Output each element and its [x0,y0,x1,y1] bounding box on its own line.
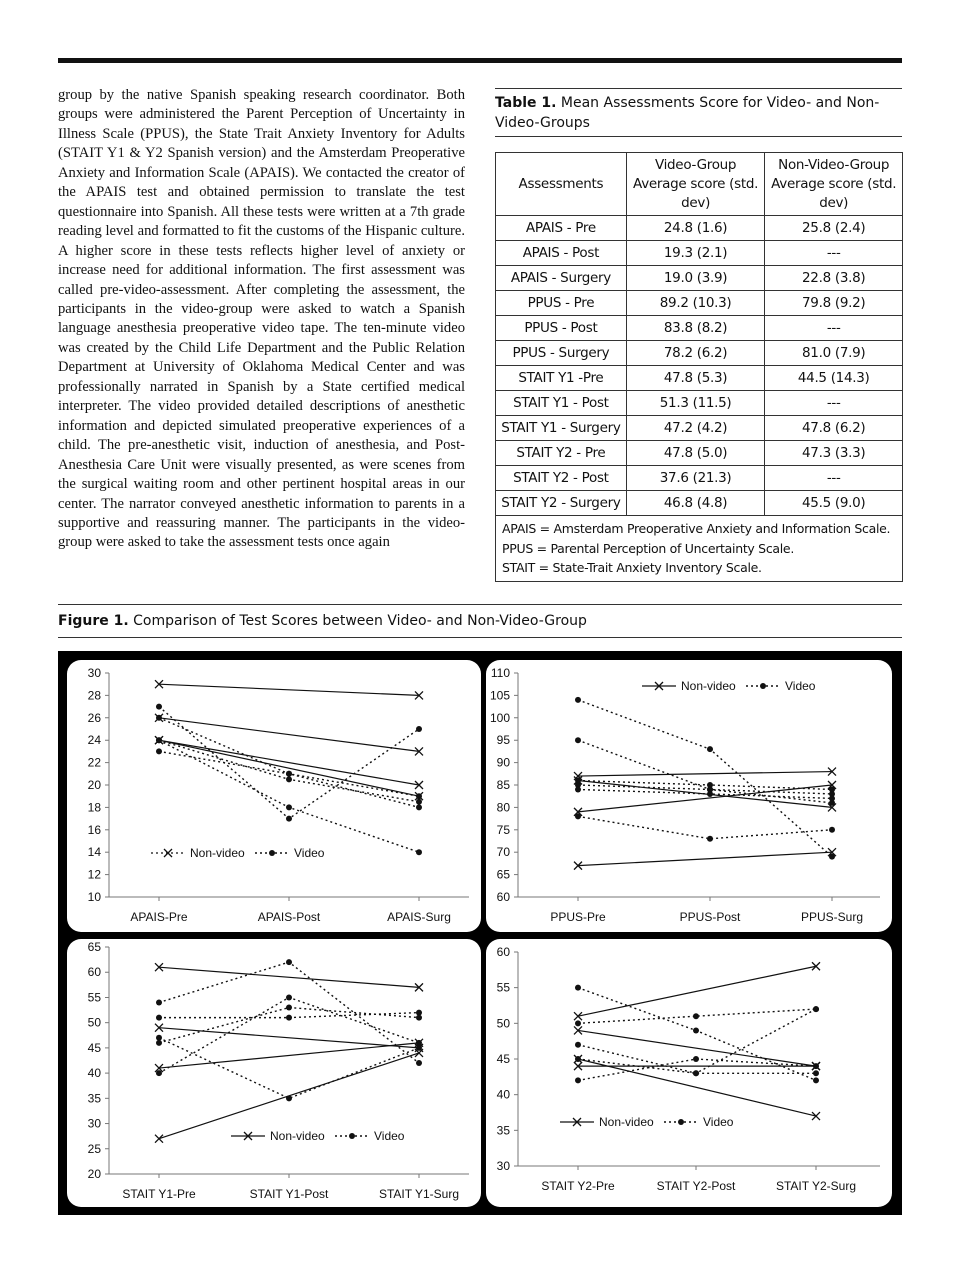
data-point-dot [760,683,766,689]
data-point-dot [416,793,422,799]
y-tick-label: 60 [496,945,510,959]
cell-video: 47.8 (5.3) [626,366,765,391]
y-tick-label: 30 [496,1159,510,1173]
assessment-table [495,152,903,582]
body-text: group by the native Spanish speaking research coordinator. Both groups were administered the Parent Perception of Uncertainty in Illness Scale (PPUS), the State Trait Anxiety Inventory for Adults (STAIT Y1 & Y2 Spanish version) and the Amsterdam Preoperative Anxiety and Information Scale (APAIS). We contacted the creator of the APAIS test and obtained permission to translate the test questionnaire into Spanish. All these tests were written at a 7th grade reading level and formatted to fit the customs of the Hispanic culture. A higher score in these tests reflects higher level of anxiety or increase need for additional information. The first assessment was called pre-video-assessment. After completing the assessment, the participants in the video-group were asked to watch a Spanish language anesthesia preoperative video tape. The ten-minute video was created by the Child Life Department and the Public Relation Department at University of Oklahoma Medical Center and was professionally narrated in Spanish by a State certified medical interpreter. The video provided detailed descriptions of anesthetic information and depicted simulated preoperative experiences of a child. The pre-anesthetic visit, induction of anesthesia, and Post-Anesthesia Care Unit were visually presented, as were scenes from the surgical waiting room and other pertinent hospital areas in our center. The narrator conveyed anesthetic information to parents in a supportive and reassuring manner. The participants in the video-group were asked to take the assessment tests once again [58,87,465,551]
table-row [496,466,903,491]
series-line-non-video [578,1059,816,1116]
cell-non-video: 81.0 (7.9) [765,341,903,366]
data-point-dot [156,1040,162,1046]
y-tick-label: 45 [496,1052,510,1066]
data-point-dot [693,1070,699,1076]
x-tick-label: STAIT Y1-Surg [378,1187,460,1201]
chart-panel-stait-y2 [486,939,892,1207]
y-tick-label: 18 [87,800,101,815]
y-tick-label: 55 [87,990,101,1005]
table-row [496,441,903,466]
data-point-dot [416,804,422,810]
legend-label-non-video: Non-video [681,679,736,693]
legend-label-non-video: Non-video [270,1129,325,1143]
series-line-non-video [159,1028,419,1048]
y-tick-label: 24 [87,733,101,748]
x-tick-label: APAIS-Pre [130,910,188,924]
cell-video: 78.2 (6.2) [626,341,765,366]
series-line-video [159,718,419,796]
top-rule [58,58,902,63]
legend-label-video: Video [374,1129,405,1143]
data-point-dot [813,1063,819,1069]
data-point-x-marker [164,849,172,857]
data-point-dot [575,1077,581,1083]
cell-video: 89.2 (10.3) [626,291,765,316]
data-point-dot [156,999,162,1005]
data-point-x-marker [155,1135,163,1143]
table-row [496,366,903,391]
legend-label-video: Video [785,679,816,693]
data-point-dot [707,791,713,797]
chart-panel-stait-y1 [67,939,481,1207]
chart-stait-y2 [486,939,892,1207]
table-notes-row [496,516,903,582]
cell-assessment: STAIT Y1 - Post [496,391,627,416]
chart-apais [67,660,481,932]
table-row [496,291,903,316]
table-row [496,216,903,241]
cell-non-video: 79.8 (9.2) [765,291,903,316]
cell-non-video: --- [765,466,903,491]
y-tick-label: 60 [496,890,510,904]
data-point-dot [829,854,835,860]
cell-non-video: --- [765,316,903,341]
series-line-non-video [159,1043,419,1068]
chart-stait-y1 [67,939,481,1207]
x-tick-label: PPUS-Pre [550,910,606,924]
y-tick-label: 30 [87,1116,101,1131]
cell-non-video: 44.5 (14.3) [765,366,903,391]
y-tick-label: 60 [87,965,101,980]
data-point-dot [693,1013,699,1019]
legend-label-non-video: Non-video [190,846,245,860]
x-tick-label: STAIT Y1-Pre [122,1187,196,1201]
cell-non-video: 47.8 (6.2) [765,416,903,441]
legend-label-video: Video [703,1115,734,1129]
y-tick-label: 45 [87,1040,101,1055]
cell-video: 83.8 (8.2) [626,316,765,341]
table-row [496,341,903,366]
data-point-dot [813,1006,819,1012]
cell-video: 47.2 (4.2) [626,416,765,441]
y-tick-label: 20 [87,778,101,792]
y-tick-label: 110 [490,666,510,680]
cell-video: 19.3 (2.1) [626,241,765,266]
cell-assessment: STAIT Y2 - Pre [496,441,627,466]
x-tick-label: PPUS-Post [679,910,741,924]
legend-label-video: Video [294,846,325,860]
cell-assessment: STAIT Y2 - Surgery [496,491,627,516]
y-tick-label: 14 [87,845,101,860]
data-point-dot [416,1060,422,1066]
table-row [496,416,903,441]
y-tick-label: 105 [489,688,510,703]
y-tick-label: 20 [87,1167,101,1181]
data-point-dot [286,771,292,777]
data-point-dot [286,1015,292,1021]
cell-video: 51.3 (11.5) [626,391,765,416]
data-point-dot [156,704,162,710]
cell-assessment: APAIS - Surgery [496,266,627,291]
data-point-dot [286,804,292,810]
y-tick-label: 70 [496,845,510,860]
data-point-dot [707,836,713,842]
chart-panel-apais [67,660,481,932]
data-point-dot [678,1119,684,1125]
data-point-x-marker [812,1112,820,1120]
cell-assessment: STAIT Y2 - Post [496,466,627,491]
header-video-group: Video-Group Average score (std. dev) [626,153,765,216]
x-tick-label: STAIT Y1-Post [249,1187,329,1201]
cell-video: 47.8 (5.0) [626,441,765,466]
table-header-row [496,153,903,216]
y-tick-label: 10 [87,890,101,904]
data-point-dot [416,799,422,805]
data-point-dot [575,1042,581,1048]
x-tick-label: STAIT Y2-Pre [541,1179,615,1193]
cell-assessment: APAIS - Pre [496,216,627,241]
data-point-dot [829,795,835,801]
x-tick-label: PPUS-Surg [800,910,864,924]
table-row [496,491,903,516]
figure-caption [58,604,902,638]
table-notes [496,516,903,582]
legend-label-non-video: Non-video [599,1115,654,1129]
table-row [496,391,903,416]
series-line-non-video [578,781,832,808]
y-tick-label: 75 [496,822,510,837]
table-row [496,241,903,266]
series-line-non-video [159,740,419,796]
series-line-video [578,1059,816,1080]
series-line-video [159,740,419,852]
table-caption-label: Table 1. [495,95,557,111]
data-point-dot [156,737,162,743]
y-tick-label: 40 [87,1066,101,1081]
table-row [496,266,903,291]
data-point-dot [156,1015,162,1021]
y-tick-label: 12 [87,867,101,882]
data-point-dot [286,776,292,782]
header-non-video-group: Non-Video-Group Average score (std. dev) [765,153,903,216]
y-tick-label: 25 [87,1141,101,1156]
cell-assessment: PPUS - Surgery [496,341,627,366]
header-assessments: Assessments [496,153,627,216]
y-tick-label: 26 [87,710,101,725]
y-tick-label: 100 [489,710,510,725]
y-tick-label: 80 [496,800,510,815]
chart-panel-ppus [486,660,892,932]
cell-assessment: STAIT Y1 - Surgery [496,416,627,441]
x-tick-label: APAIS-Surg [387,910,451,924]
data-point-dot [286,816,292,822]
y-tick-label: 50 [87,1015,101,1030]
y-tick-label: 65 [496,867,510,882]
cell-video: 19.0 (3.9) [626,266,765,291]
cell-non-video: 25.8 (2.4) [765,216,903,241]
data-point-dot [575,1056,581,1062]
cell-video: 37.6 (21.3) [626,466,765,491]
data-point-dot [813,1077,819,1083]
data-point-dot [156,715,162,721]
y-tick-label: 95 [496,733,510,748]
y-tick-label: 35 [496,1123,510,1138]
data-point-dot [575,697,581,703]
cell-assessment: PPUS - Pre [496,291,627,316]
x-tick-label: STAIT Y2-Post [656,1179,736,1193]
y-tick-label: 16 [87,822,101,837]
series-line-non-video [159,684,419,695]
cell-non-video: --- [765,391,903,416]
x-tick-label: APAIS-Post [257,910,321,924]
data-point-dot [286,959,292,965]
table-row [496,316,903,341]
cell-non-video: 22.8 (3.8) [765,266,903,291]
data-point-dot [707,746,713,752]
data-point-dot [575,737,581,743]
data-point-dot [575,985,581,991]
data-point-dot [575,813,581,819]
figure-caption-text: Comparison of Test Scores between Video- and Non-Video-Group [133,613,587,629]
data-point-dot [575,1020,581,1026]
y-tick-label: 65 [87,940,101,954]
data-point-dot [813,1070,819,1076]
cell-assessment: STAIT Y1 -Pre [496,366,627,391]
cell-video: 46.8 (4.8) [626,491,765,516]
series-line-non-video [159,967,419,987]
note-ppus: PPUS = Parental Perception of Uncertainty Scale. [502,540,794,556]
note-apais: APAIS = Amsterdam Preoperative Anxiety and Information Scale. [502,521,891,536]
y-tick-label: 85 [496,778,510,792]
series-line-video [578,700,832,857]
cell-assessment: APAIS - Post [496,241,627,266]
figure-caption-label: Figure 1. [58,613,129,629]
cell-assessment: PPUS - Post [496,316,627,341]
data-point-dot [829,827,835,833]
y-tick-label: 28 [87,688,101,703]
y-tick-label: 30 [87,666,101,680]
series-line-non-video [578,772,832,776]
note-stait: STAIT = State-Trait Anxiety Inventory Scale. [502,560,762,575]
data-point-dot [349,1133,355,1139]
y-tick-label: 90 [496,755,510,770]
table-caption [495,88,902,137]
data-point-dot [575,786,581,792]
cell-video: 24.8 (1.6) [626,216,765,241]
data-point-dot [156,748,162,754]
figure-1 [58,651,902,1215]
cell-non-video: 47.3 (3.3) [765,441,903,466]
cell-non-video: --- [765,241,903,266]
series-line-video [578,816,832,838]
data-point-dot [286,1005,292,1011]
y-tick-label: 40 [496,1087,510,1102]
data-point-dot [286,1095,292,1101]
y-tick-label: 55 [496,980,510,995]
data-point-dot [269,850,275,856]
data-point-dot [416,849,422,855]
data-point-dot [416,726,422,732]
x-tick-label: STAIT Y2-Surg [775,1179,857,1193]
data-point-dot [693,1056,699,1062]
table-caption-text: Mean Assessments Score for Video- and Non-Video-Groups [495,95,880,131]
series-line-non-video [578,966,816,1016]
data-point-dot [416,1040,422,1046]
series-line-non-video [578,852,832,865]
y-tick-label: 35 [87,1091,101,1106]
y-tick-label: 22 [87,755,101,770]
data-point-dot [286,994,292,1000]
cell-non-video: 45.5 (9.0) [765,491,903,516]
data-point-dot [416,1015,422,1021]
y-tick-label: 50 [496,1016,510,1031]
data-point-dot [693,1027,699,1033]
data-point-dot [156,1070,162,1076]
chart-ppus [486,660,892,932]
